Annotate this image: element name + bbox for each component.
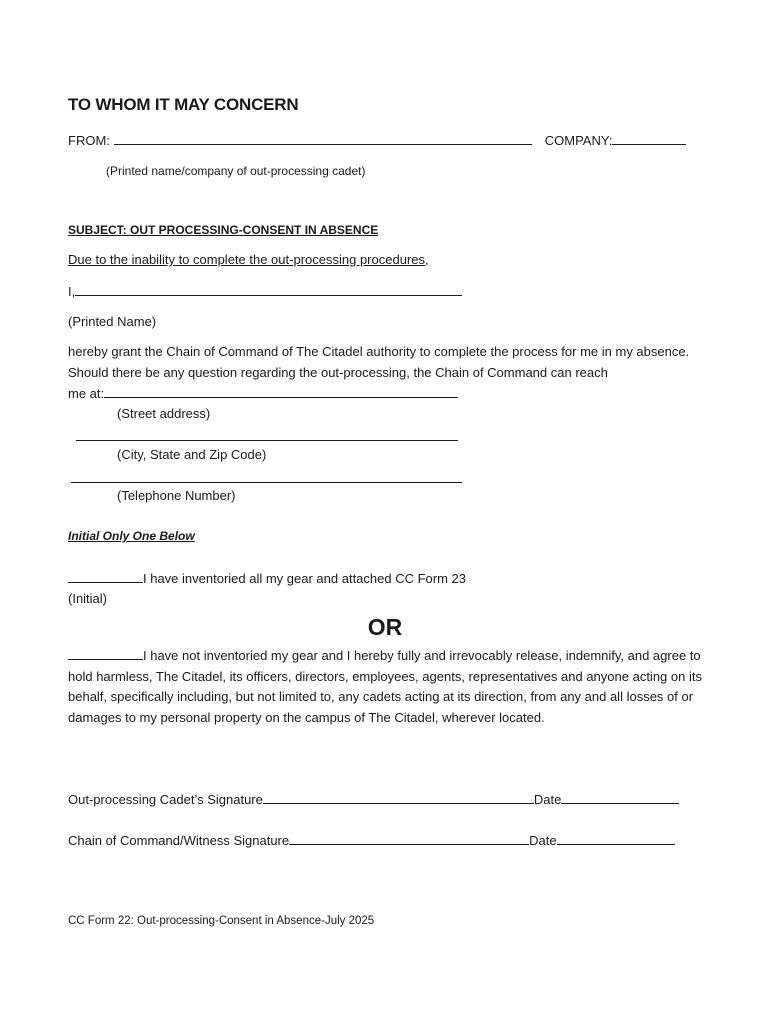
street-address-field[interactable] [104,384,458,398]
intro-text: Due to the inability to complete the out-processing procedures, [68,252,429,267]
witness-signature-line [68,831,675,850]
subject-heading: SUBJECT: OUT PROCESSING-CONSENT IN ABSENCE [68,223,379,237]
from-line [68,131,686,150]
page-title: TO WHOM IT MAY CONCERN [68,95,299,114]
from-field[interactable] [114,131,532,145]
printed-name-field[interactable] [75,282,462,296]
option-two-text: I have not inventoried my gear and I hereby fully and irrevocably release, indemnify, and agree to hold harmless, The Citadel, its officers, directors, employees, agents, representatives and anyone acting on its behalf, specifically including, but not limited to, any cadets acting at its direction, from any and all losses of or damages to my personal property on the campus of The Citadel, wherever located. [68,648,702,725]
option-two-initial-field[interactable] [68,646,143,660]
me-at-label: me at: [68,386,105,401]
grant-text: hereby grant the Chain of Command of The Citadel authority to complete the process for me in my absence. Should there be any question regarding the out-processing, the Chain of Command can reach [68,344,690,380]
company-label: COMPANY: [544,133,613,148]
initial-caption: (Initial) [68,591,108,606]
grant-paragraph [68,342,708,383]
option-one-text: I have inventoried all my gear and attached CC Form 23 [143,571,467,586]
from-caption: (Printed name/company of out-processing cadet) [106,164,366,178]
cadet-signature-field[interactable] [263,790,534,804]
street-caption: (Street address) [117,406,211,421]
city-state-zip-field[interactable] [76,440,458,441]
phone-caption: (Telephone Number) [117,488,236,503]
option-one-line [68,569,466,588]
cadet-signature-label: Out-processing Cadet’s Signature [68,792,263,807]
cadet-signature-line [68,790,679,809]
printed-name-caption: (Printed Name) [68,314,157,329]
i-label: I, [68,284,76,299]
from-label: FROM: [68,133,110,148]
initial-heading: Initial Only One Below [68,529,195,543]
witness-date-field[interactable] [557,831,675,845]
form-footer: CC Form 22: Out-processing-Consent in Absence-July 2025 [68,915,375,927]
telephone-field[interactable] [71,482,462,483]
city-caption: (City, State and Zip Code) [117,447,267,462]
witness-signature-field[interactable] [289,831,529,845]
cadet-date-label: Date [533,792,562,807]
witness-date-label: Date [529,833,557,848]
name-line [68,282,462,301]
cadet-date-field[interactable] [561,790,679,804]
or-separator: OR [367,614,403,640]
option-one-initial-field[interactable] [68,569,143,583]
me-at-line [68,384,458,403]
option-two-paragraph [68,646,708,728]
witness-signature-label: Chain of Command/Witness Signature [68,833,290,848]
company-field[interactable] [612,131,686,145]
